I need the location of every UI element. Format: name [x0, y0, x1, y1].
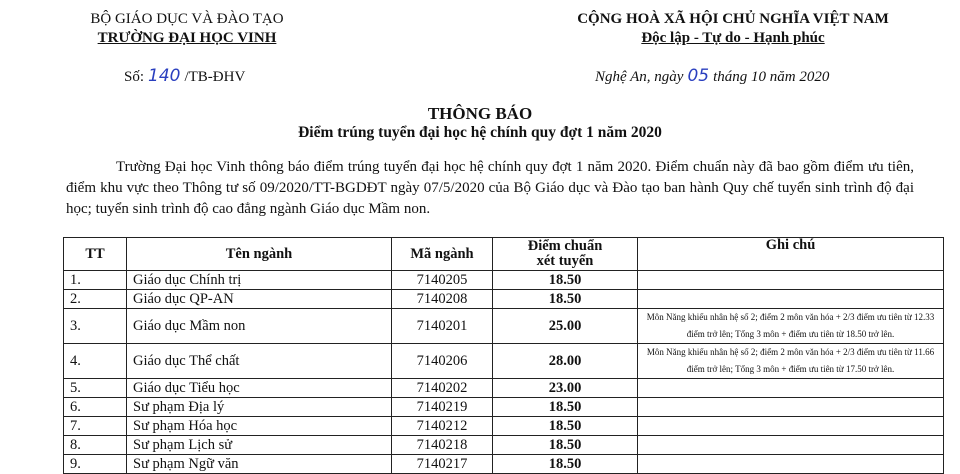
row-score: 18.50 [493, 455, 638, 474]
row-code: 7140212 [392, 417, 493, 436]
row-note [638, 455, 944, 474]
row-score: 25.00 [493, 309, 638, 344]
table-row [64, 379, 944, 398]
date-suffix: tháng 10 năm 2020 [713, 69, 830, 85]
header-tt: TT [64, 238, 127, 271]
document-subtitle: Điểm trúng tuyển đại học hệ chính quy đợt 1 năm 2020 [298, 124, 662, 141]
row-name: Sư phạm Hóa học [127, 417, 392, 436]
table-row [64, 309, 944, 344]
document-number [124, 66, 245, 86]
admission-score-table [63, 237, 944, 474]
row-name: Sư phạm Ngữ văn [127, 455, 392, 474]
header-code: Mã ngành [392, 238, 493, 271]
row-score: 18.50 [493, 436, 638, 455]
row-tt: 1. [64, 271, 127, 290]
document-title: THÔNG BÁO [427, 104, 533, 123]
row-code: 7140217 [392, 455, 493, 474]
country-name: CỘNG HOÀ XÃ HỘI CHỦ NGHĨA VIỆT NAM [577, 11, 889, 27]
school-name: TRƯỜNG ĐẠI HỌC VINH [97, 30, 277, 46]
row-code: 7140218 [392, 436, 493, 455]
table-row [64, 271, 944, 290]
row-score: 28.00 [493, 344, 638, 379]
row-name: Giáo dục Tiểu học [127, 379, 392, 398]
table-row [64, 290, 944, 309]
row-name: Sư phạm Lịch sử [127, 436, 392, 455]
row-tt: 5. [64, 379, 127, 398]
row-note [638, 417, 944, 436]
header-score-line2: xét tuyển [536, 253, 594, 269]
intro-text: Trường Đại học Vinh thông báo điểm trúng tuyển đại học hệ chính quy đợt 1 năm 2020. Điểm chuẩn này đã bao gồm điểm ưu tiên, điểm khu vực theo Thông tư số 09/2020/TT-BGDĐT ngày 07/5/2020 của Bộ Giáo dục và Đào tạo ban hành Quy chế tuyển sinh trình độ đại học; tuyển sinh trình độ cao đẳng ngành Giáo dục Mầm non. [66, 159, 914, 217]
table-row [64, 455, 944, 474]
header-score [493, 238, 638, 271]
date-day-handwritten: 05 [687, 66, 710, 86]
row-name: Giáo dục QP-AN [127, 290, 392, 309]
date-prefix: Nghệ An, ngày [595, 69, 684, 85]
doc-number-suffix: /TB-ĐHV [184, 69, 246, 85]
row-tt: 3. [64, 309, 127, 344]
table-row [64, 417, 944, 436]
row-code: 7140219 [392, 398, 493, 417]
row-score: 18.50 [493, 417, 638, 436]
doc-number-handwritten: 140 [148, 66, 181, 86]
row-tt: 7. [64, 417, 127, 436]
table-row [64, 436, 944, 455]
row-note [638, 290, 944, 309]
row-code: 7140205 [392, 271, 493, 290]
row-name: Sư phạm Địa lý [127, 398, 392, 417]
table-header-row [64, 238, 944, 271]
header-right [548, 10, 918, 48]
row-name: Giáo dục Thể chất [127, 344, 392, 379]
row-tt: 8. [64, 436, 127, 455]
row-code: 7140208 [392, 290, 493, 309]
row-name: Giáo dục Chính trị [127, 271, 392, 290]
table-row [64, 398, 944, 417]
doc-number-prefix: Số: [124, 69, 145, 85]
national-motto: Độc lập - Tự do - Hạnh phúc [641, 30, 825, 46]
row-code: 7140206 [392, 344, 493, 379]
row-note [638, 436, 944, 455]
row-note: Môn Năng khiếu nhân hệ số 2; điểm 2 môn văn hóa + 2/3 điểm ưu tiên từ 11.66 điểm trở lên; Tổng 3 môn + điểm ưu tiên từ 17.50 trở lên. [638, 344, 944, 379]
row-note [638, 379, 944, 398]
row-score: 18.50 [493, 398, 638, 417]
row-note [638, 271, 944, 290]
row-tt: 9. [64, 455, 127, 474]
row-score: 23.00 [493, 379, 638, 398]
header-note: Ghi chú [638, 238, 944, 271]
row-name: Giáo dục Mầm non [127, 309, 392, 344]
date-line [595, 66, 829, 86]
table-row [64, 344, 944, 379]
row-tt: 6. [64, 398, 127, 417]
header-left [62, 10, 312, 48]
ministry-name: BỘ GIÁO DỤC VÀ ĐÀO TẠO [90, 11, 284, 27]
row-tt: 4. [64, 344, 127, 379]
header-score-line1: Điểm chuẩn [527, 238, 603, 254]
row-code: 7140201 [392, 309, 493, 344]
row-score: 18.50 [493, 271, 638, 290]
row-tt: 2. [64, 290, 127, 309]
row-note: Môn Năng khiếu nhân hệ số 2; điểm 2 môn văn hóa + 2/3 điểm ưu tiên từ 12.33 điểm trở lên; Tổng 3 môn + điểm ưu tiên từ 18.50 trở lên. [638, 309, 944, 344]
row-score: 18.50 [493, 290, 638, 309]
header-name: Tên ngành [127, 238, 392, 271]
intro-paragraph [66, 157, 914, 220]
row-code: 7140202 [392, 379, 493, 398]
row-note [638, 398, 944, 417]
